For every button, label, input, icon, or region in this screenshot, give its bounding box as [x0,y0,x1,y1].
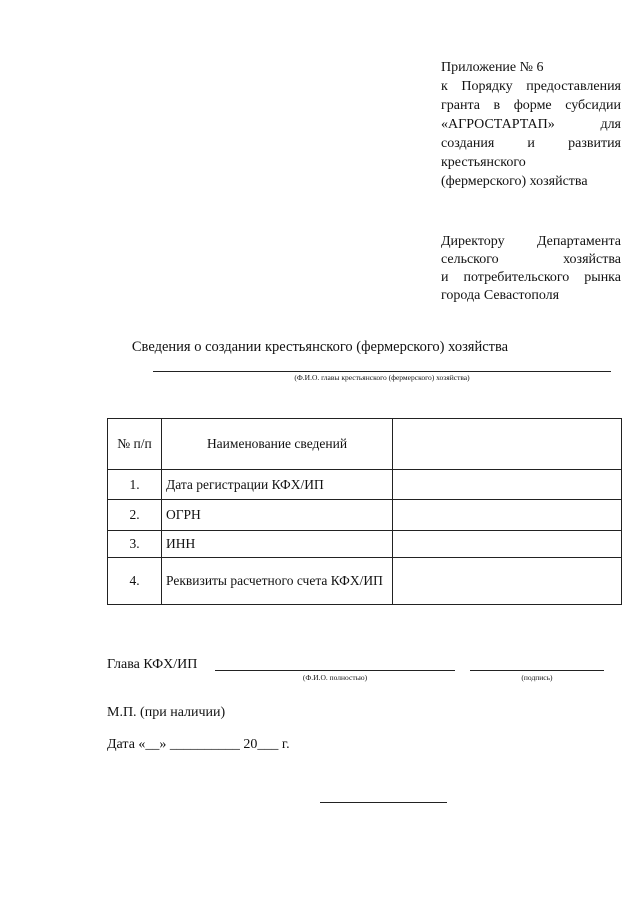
row-num: 4. [108,558,162,605]
signature-caption: (подпись) [521,673,553,682]
addressee-line: сельского хозяйства [441,252,621,267]
bottom-rule [320,802,447,803]
addressee-line: города Севастополя [441,288,560,303]
appendix-line: «АГРОСТАРТАП» для [441,117,621,132]
appendix-line: (фермерского) хозяйства [441,174,588,189]
table-row [108,558,622,605]
row-name: Дата регистрации КФХ/ИП [162,470,393,500]
signature-label: Глава КФХ/ИП [107,657,198,672]
row-name: ОГРН [162,500,393,531]
row-value-field[interactable] [393,500,622,531]
signature-fio-line[interactable] [215,670,455,671]
table-header-row [108,419,622,470]
appendix-block [441,58,621,191]
appendix-line: Приложение № 6 [441,60,544,75]
addressee-block [441,233,621,305]
table-row [108,500,622,531]
info-table [107,418,622,605]
table-row [108,470,622,500]
document-title: Сведения о создании крестьянского (фермерского) хозяйства [131,339,509,355]
row-name: ИНН [162,531,393,558]
row-value-field[interactable] [393,470,622,500]
fio-line[interactable] [153,371,611,372]
table-row [108,531,622,558]
row-num: 1. [108,470,162,500]
appendix-line: крестьянского [441,155,526,170]
row-value-field[interactable] [393,531,622,558]
appendix-line: создания и развития [441,136,621,151]
row-name: Реквизиты расчетного счета КФХ/ИП [162,558,393,605]
row-num: 2. [108,500,162,531]
signature-line[interactable] [470,670,604,671]
row-num: 3. [108,531,162,558]
stamp-label: М.П. (при наличии) [107,705,226,720]
addressee-line: Директору Департамента [441,234,621,249]
signature-fio-caption: (Ф.И.О. полностью) [302,673,368,682]
header-value [393,419,622,470]
appendix-line: гранта в форме субсидии [441,98,621,113]
header-name: Наименование сведений [162,419,393,470]
date-label: Дата «__» __________ 20___ г. [107,737,290,752]
row-value-field[interactable] [393,558,622,605]
header-num: № п/п [108,419,162,470]
fio-caption: (Ф.И.О. главы крестьянского (фермерского) хозяйства) [294,373,470,382]
addressee-line: и потребительского рынка [441,270,621,285]
appendix-line: к Порядку предоставления [441,79,621,94]
